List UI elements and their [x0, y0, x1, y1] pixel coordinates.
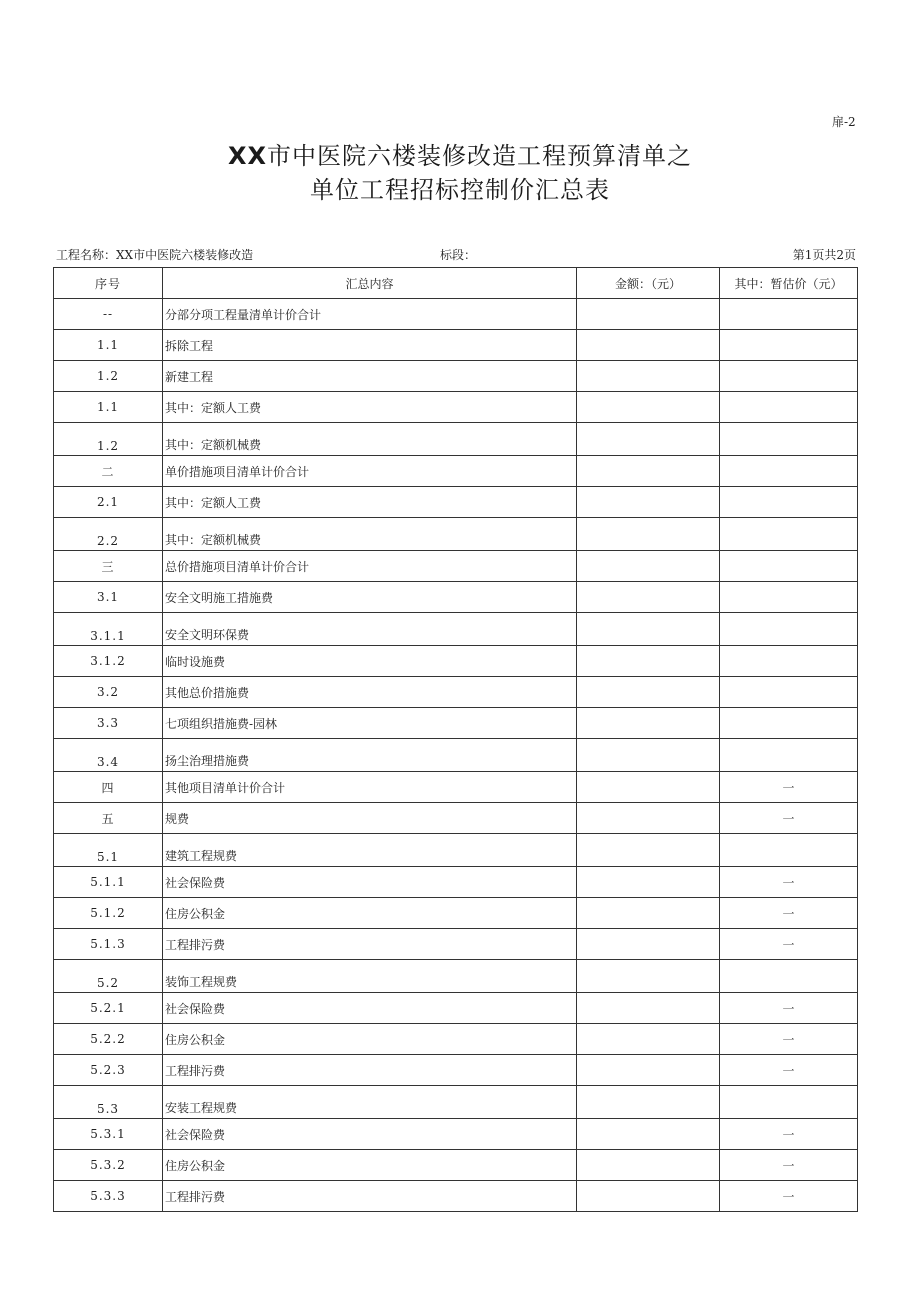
cell-content: 扬尘治理措施费 — [163, 739, 577, 772]
cell-content: 分部分项工程量清单计价合计 — [163, 299, 577, 330]
cell-seq: -- — [54, 299, 163, 330]
cell-amount — [577, 772, 720, 803]
table-row — [54, 772, 858, 803]
cell-content: 住房公积金 — [163, 1150, 577, 1181]
cell-amount — [577, 361, 720, 392]
table-row — [54, 1086, 858, 1119]
cell-amount — [577, 551, 720, 582]
cell-provisional: 一 — [720, 1181, 858, 1212]
cell-amount — [577, 993, 720, 1024]
cell-content: 单价措施项目清单计价合计 — [163, 456, 577, 487]
cell-seq: 二 — [54, 456, 163, 487]
cell-content: 规费 — [163, 803, 577, 834]
cell-content: 建筑工程规费 — [163, 834, 577, 867]
cell-amount — [577, 582, 720, 613]
table-row — [54, 613, 858, 646]
cell-seq: 5.3 — [54, 1086, 163, 1119]
cell-seq: 2.2 — [54, 518, 163, 551]
cell-provisional — [720, 518, 858, 551]
table-row — [54, 299, 858, 330]
cell-provisional — [720, 582, 858, 613]
cell-provisional: 一 — [720, 1024, 858, 1055]
cell-seq: 5.1.1 — [54, 867, 163, 898]
table-row — [54, 423, 858, 456]
table-row — [54, 960, 858, 993]
cell-provisional — [720, 677, 858, 708]
cell-amount — [577, 929, 720, 960]
header-seq: 序号 — [54, 268, 163, 299]
cell-provisional — [720, 551, 858, 582]
cell-content: 新建工程 — [163, 361, 577, 392]
cell-content: 住房公积金 — [163, 898, 577, 929]
table-row — [54, 1055, 858, 1086]
cell-provisional — [720, 739, 858, 772]
section-label: 标段： — [440, 248, 477, 262]
cell-content: 其他项目清单计价合计 — [163, 772, 577, 803]
cell-content: 工程排污费 — [163, 929, 577, 960]
cell-provisional — [720, 1086, 858, 1119]
cell-provisional — [720, 646, 858, 677]
cell-seq: 1.2 — [54, 361, 163, 392]
cell-seq: 5.2 — [54, 960, 163, 993]
header-content: 汇总内容 — [163, 268, 577, 299]
cell-seq: 3.4 — [54, 739, 163, 772]
cell-content: 其中：定额机械费 — [163, 518, 577, 551]
cell-amount — [577, 1119, 720, 1150]
cell-seq: 5.2.2 — [54, 1024, 163, 1055]
table-row — [54, 551, 858, 582]
cell-content: 其中：定额人工费 — [163, 487, 577, 518]
table-row — [54, 518, 858, 551]
form-code: 扉-2 — [832, 115, 856, 129]
header-provisional: 其中：暂估价（元） — [720, 268, 858, 299]
cell-amount — [577, 677, 720, 708]
table-row — [54, 582, 858, 613]
cell-provisional: 一 — [720, 929, 858, 960]
table-row — [54, 929, 858, 960]
cell-amount — [577, 834, 720, 867]
cell-content: 安装工程规费 — [163, 1086, 577, 1119]
cell-amount — [577, 708, 720, 739]
cell-seq: 5.1 — [54, 834, 163, 867]
cell-seq: 四 — [54, 772, 163, 803]
table-row — [54, 993, 858, 1024]
cell-seq: 5.3.1 — [54, 1119, 163, 1150]
table-row — [54, 708, 858, 739]
header-amount: 金额：（元） — [577, 268, 720, 299]
project-name: 工程名称：XX市中医院六楼装修改造 — [56, 248, 254, 262]
cell-content: 社会保险费 — [163, 867, 577, 898]
page-indicator: 第1页共2页 — [792, 248, 856, 262]
cell-content: 工程排污费 — [163, 1181, 577, 1212]
cell-provisional — [720, 361, 858, 392]
table-row — [54, 1181, 858, 1212]
cell-provisional — [720, 456, 858, 487]
cell-provisional: 一 — [720, 1055, 858, 1086]
cell-amount — [577, 518, 720, 551]
cell-content: 临时设施费 — [163, 646, 577, 677]
cell-provisional: 一 — [720, 993, 858, 1024]
cell-provisional — [720, 613, 858, 646]
cell-seq: 1.1 — [54, 392, 163, 423]
cell-seq: 3.3 — [54, 708, 163, 739]
cell-provisional: 一 — [720, 1119, 858, 1150]
cell-seq: 3.2 — [54, 677, 163, 708]
table-row — [54, 677, 858, 708]
cell-amount — [577, 1024, 720, 1055]
title-prefix: XX — [227, 142, 267, 170]
cell-amount — [577, 803, 720, 834]
cell-provisional: 一 — [720, 1150, 858, 1181]
cell-provisional: 一 — [720, 867, 858, 898]
table-row — [54, 330, 858, 361]
cell-amount — [577, 330, 720, 361]
table-row — [54, 898, 858, 929]
cell-content: 住房公积金 — [163, 1024, 577, 1055]
table-row — [54, 1150, 858, 1181]
cell-content: 社会保险费 — [163, 1119, 577, 1150]
cell-amount — [577, 1150, 720, 1181]
title-line1-text: 市中医院六楼装修改造工程预算清单之 — [267, 142, 692, 170]
table-row — [54, 456, 858, 487]
cell-seq: 5.1.2 — [54, 898, 163, 929]
cell-amount — [577, 739, 720, 772]
table-row — [54, 646, 858, 677]
cell-seq: 1.2 — [54, 423, 163, 456]
cell-amount — [577, 867, 720, 898]
table-row — [54, 867, 858, 898]
cell-seq: 5.3.3 — [54, 1181, 163, 1212]
cell-amount — [577, 1086, 720, 1119]
cell-seq: 2.1 — [54, 487, 163, 518]
cell-seq: 5.2.1 — [54, 993, 163, 1024]
cell-amount — [577, 898, 720, 929]
cell-seq: 五 — [54, 803, 163, 834]
cell-content: 其他总价措施费 — [163, 677, 577, 708]
table-row — [54, 739, 858, 772]
summary-table — [53, 267, 858, 1212]
cell-content: 安全文明环保费 — [163, 613, 577, 646]
table-header-row — [54, 268, 858, 299]
cell-provisional — [720, 392, 858, 423]
cell-amount — [577, 392, 720, 423]
cell-content: 装饰工程规费 — [163, 960, 577, 993]
table-row — [54, 1024, 858, 1055]
cell-seq: 3.1.1 — [54, 613, 163, 646]
cell-seq: 3.1 — [54, 582, 163, 613]
cell-provisional: 一 — [720, 772, 858, 803]
cell-seq: 5.1.3 — [54, 929, 163, 960]
cell-provisional — [720, 330, 858, 361]
cell-seq: 3.1.2 — [54, 646, 163, 677]
cell-provisional — [720, 708, 858, 739]
cell-content: 安全文明施工措施费 — [163, 582, 577, 613]
cell-provisional: 一 — [720, 898, 858, 929]
cell-content: 工程排污费 — [163, 1055, 577, 1086]
cell-provisional — [720, 487, 858, 518]
table-row — [54, 392, 858, 423]
table-row — [54, 361, 858, 392]
cell-amount — [577, 1055, 720, 1086]
cell-content: 社会保险费 — [163, 993, 577, 1024]
cell-amount — [577, 487, 720, 518]
cell-content: 七项组织措施费-园林 — [163, 708, 577, 739]
document-title-line1 — [0, 136, 920, 171]
cell-seq: 5.3.2 — [54, 1150, 163, 1181]
cell-content: 拆除工程 — [163, 330, 577, 361]
cell-seq: 三 — [54, 551, 163, 582]
table-row — [54, 834, 858, 867]
document-title-line2: 单位工程招标控制价汇总表 — [310, 176, 610, 204]
table-row — [54, 803, 858, 834]
cell-content: 总价措施项目清单计价合计 — [163, 551, 577, 582]
cell-amount — [577, 960, 720, 993]
cell-provisional — [720, 299, 858, 330]
cell-amount — [577, 646, 720, 677]
cell-amount — [577, 456, 720, 487]
cell-content: 其中：定额人工费 — [163, 392, 577, 423]
cell-provisional — [720, 423, 858, 456]
cell-provisional — [720, 834, 858, 867]
cell-amount — [577, 299, 720, 330]
table-row — [54, 1119, 858, 1150]
cell-amount — [577, 423, 720, 456]
cell-seq: 5.2.3 — [54, 1055, 163, 1086]
cell-amount — [577, 613, 720, 646]
cell-provisional: 一 — [720, 803, 858, 834]
cell-amount — [577, 1181, 720, 1212]
cell-provisional — [720, 960, 858, 993]
table-row — [54, 487, 858, 518]
cell-seq: 1.1 — [54, 330, 163, 361]
cell-content: 其中：定额机械费 — [163, 423, 577, 456]
